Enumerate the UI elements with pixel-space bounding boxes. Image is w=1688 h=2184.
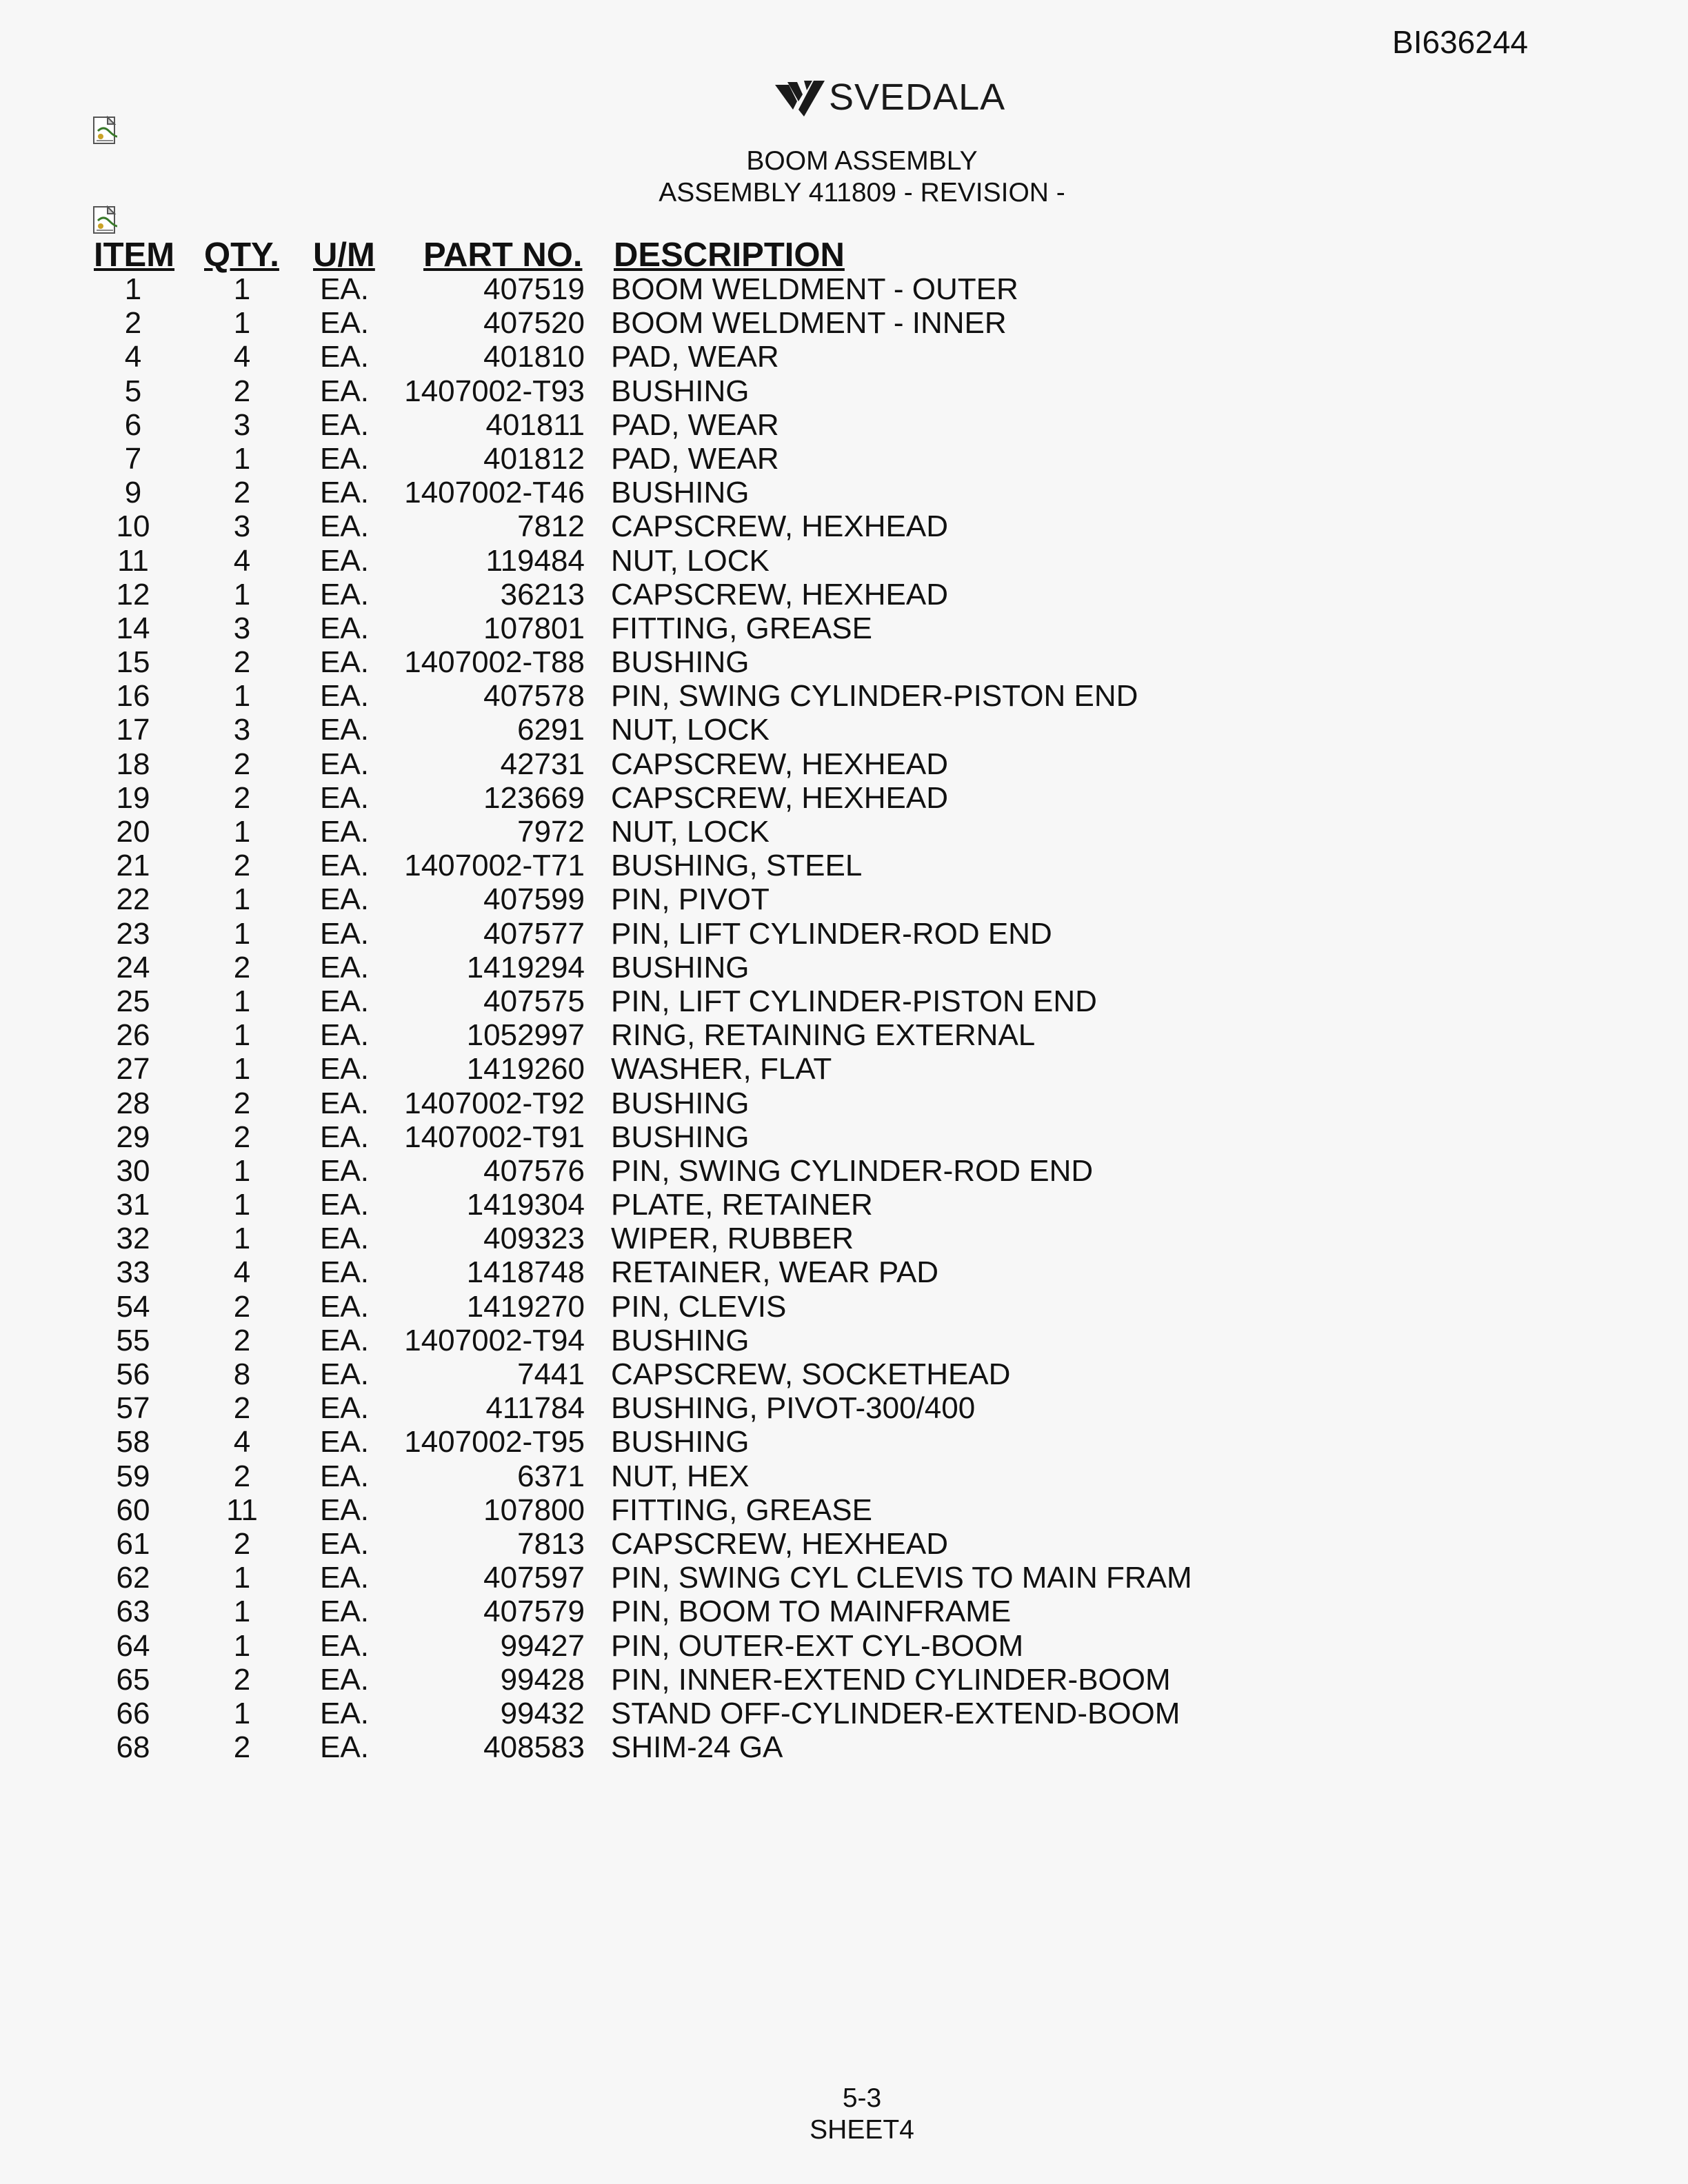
item-number: 10 <box>116 509 150 544</box>
part-description: PAD, WEAR <box>611 407 779 442</box>
quantity: 1 <box>233 882 251 917</box>
unit-of-measure: EA. <box>320 1086 369 1120</box>
unit-of-measure: EA. <box>320 407 369 442</box>
item-number: 1 <box>124 272 142 306</box>
table-row <box>0 1188 1688 1222</box>
part-description: FITTING, GREASE <box>611 611 872 645</box>
unit-of-measure: EA. <box>320 849 369 883</box>
table-row <box>0 747 1688 781</box>
part-number: 407575 <box>483 984 585 1018</box>
item-number: 63 <box>116 1595 150 1629</box>
table-row <box>0 1493 1688 1527</box>
table-row <box>0 1086 1688 1120</box>
unit-of-measure: EA. <box>320 1357 369 1391</box>
item-number: 60 <box>116 1493 150 1527</box>
part-description: BUSHING <box>611 1086 750 1120</box>
table-row <box>0 849 1688 882</box>
part-number: 407576 <box>483 1153 585 1188</box>
item-number: 18 <box>116 747 150 781</box>
table-row <box>0 882 1688 916</box>
part-description: SHIM-24 GA <box>611 1730 783 1765</box>
item-number: 23 <box>116 916 150 951</box>
table-row <box>0 578 1688 611</box>
part-description: BUSHING <box>611 950 750 984</box>
unit-of-measure: EA. <box>320 306 369 341</box>
part-description: BOOM WELDMENT - INNER <box>611 306 1007 341</box>
part-number: 1407002-T93 <box>404 374 585 408</box>
item-number: 55 <box>116 1323 150 1357</box>
part-description: RING, RETAINING EXTERNAL <box>611 1018 1036 1053</box>
table-row <box>0 1120 1688 1154</box>
part-number: 7813 <box>517 1526 585 1561</box>
unit-of-measure: EA. <box>320 1696 369 1730</box>
item-number: 15 <box>116 645 150 680</box>
unit-of-measure: EA. <box>320 984 369 1018</box>
part-description: PIN, BOOM TO MAINFRAME <box>611 1595 1012 1629</box>
quantity: 2 <box>233 1120 251 1154</box>
part-number: 1052997 <box>466 1018 585 1053</box>
unit-of-measure: EA. <box>320 441 369 476</box>
item-number: 4 <box>124 340 142 374</box>
part-number: 407519 <box>483 272 585 306</box>
part-number: 1419260 <box>466 1052 585 1086</box>
quantity: 2 <box>233 747 251 781</box>
quantity: 4 <box>233 340 251 374</box>
unit-of-measure: EA. <box>320 1628 369 1663</box>
part-description: PAD, WEAR <box>611 340 779 374</box>
unit-of-measure: EA. <box>320 476 369 510</box>
table-row <box>0 408 1688 442</box>
svedala-logo-mark-icon <box>774 78 826 117</box>
quantity: 1 <box>233 577 251 611</box>
quantity: 1 <box>233 272 251 306</box>
part-number: 107801 <box>483 611 585 645</box>
part-description: PIN, PIVOT <box>611 882 770 917</box>
quantity: 2 <box>233 476 251 510</box>
part-number: 1419270 <box>466 1289 585 1324</box>
table-row <box>0 1052 1688 1086</box>
part-description: BUSHING <box>611 1425 750 1459</box>
item-number: 56 <box>116 1357 150 1391</box>
table-row <box>0 306 1688 340</box>
item-number: 31 <box>116 1188 150 1222</box>
part-description: BUSHING, STEEL <box>611 849 863 883</box>
item-number: 9 <box>124 476 142 510</box>
part-number: 1419304 <box>466 1188 585 1222</box>
table-row <box>0 1730 1688 1764</box>
quantity: 2 <box>233 950 251 984</box>
assembly-revision: ASSEMBLY 411809 - REVISION - <box>659 178 1065 208</box>
quantity: 2 <box>233 1289 251 1324</box>
part-number: 1407002-T71 <box>404 849 585 883</box>
quantity: 1 <box>233 1052 251 1086</box>
table-row <box>0 1154 1688 1188</box>
item-number: 25 <box>116 984 150 1018</box>
part-number: 1407002-T92 <box>404 1086 585 1120</box>
quantity: 1 <box>233 1018 251 1053</box>
brand-name: SVEDALA <box>829 77 1006 118</box>
table-row <box>0 611 1688 645</box>
quantity: 1 <box>233 441 251 476</box>
item-number: 68 <box>116 1730 150 1765</box>
table-row <box>0 442 1688 476</box>
unit-of-measure: EA. <box>320 645 369 680</box>
part-description: PIN, CLEVIS <box>611 1289 787 1324</box>
part-description: CAPSCREW, HEXHEAD <box>611 577 948 611</box>
item-number: 5 <box>124 374 142 408</box>
table-row <box>0 1459 1688 1493</box>
table-row <box>0 713 1688 747</box>
unit-of-measure: EA. <box>320 1425 369 1459</box>
item-number: 22 <box>116 882 150 917</box>
item-number: 61 <box>116 1526 150 1561</box>
document-id: BI636244 <box>1392 24 1528 60</box>
item-number: 65 <box>116 1662 150 1697</box>
unit-of-measure: EA. <box>320 780 369 815</box>
unit-of-measure: EA. <box>320 1662 369 1697</box>
item-number: 20 <box>116 815 150 849</box>
table-row <box>0 1018 1688 1052</box>
table-row <box>0 645 1688 679</box>
column-header-um: U/M <box>313 236 375 274</box>
quantity: 2 <box>233 374 251 408</box>
unit-of-measure: EA. <box>320 950 369 984</box>
part-number: 119484 <box>485 543 585 578</box>
part-number: 107800 <box>483 1493 585 1527</box>
quantity: 2 <box>233 1086 251 1120</box>
unit-of-measure: EA. <box>320 1323 369 1357</box>
quantity: 2 <box>233 1662 251 1697</box>
quantity: 2 <box>233 1526 251 1561</box>
table-row <box>0 781 1688 815</box>
quantity: 1 <box>233 984 251 1018</box>
table-row <box>0 951 1688 984</box>
item-number: 17 <box>116 713 150 747</box>
table-row <box>0 984 1688 1018</box>
table-row <box>0 917 1688 951</box>
part-number: 7972 <box>517 815 585 849</box>
part-number: 401811 <box>485 407 585 442</box>
part-description: CAPSCREW, HEXHEAD <box>611 747 948 781</box>
parts-table <box>0 272 1688 1764</box>
part-description: BUSHING, PIVOT-300/400 <box>611 1391 976 1426</box>
unit-of-measure: EA. <box>320 882 369 917</box>
item-number: 54 <box>116 1289 150 1324</box>
unit-of-measure: EA. <box>320 679 369 714</box>
part-description: CAPSCREW, HEXHEAD <box>611 509 948 544</box>
unit-of-measure: EA. <box>320 1052 369 1086</box>
quantity: 3 <box>233 509 251 544</box>
quantity: 2 <box>233 1459 251 1493</box>
unit-of-measure: EA. <box>320 916 369 951</box>
embedded-file-icon[interactable] <box>92 205 120 236</box>
part-description: PAD, WEAR <box>611 441 779 476</box>
part-number: 409323 <box>483 1222 585 1256</box>
item-number: 26 <box>116 1018 150 1053</box>
unit-of-measure: EA. <box>320 1526 369 1561</box>
item-number: 27 <box>116 1052 150 1086</box>
column-header-qty: QTY. <box>204 236 279 274</box>
table-row <box>0 1391 1688 1425</box>
item-number: 58 <box>116 1425 150 1459</box>
item-number: 16 <box>116 679 150 714</box>
part-description: PLATE, RETAINER <box>611 1188 873 1222</box>
item-number: 6 <box>124 407 142 442</box>
part-number: 407599 <box>483 882 585 917</box>
unit-of-measure: EA. <box>320 1255 369 1290</box>
unit-of-measure: EA. <box>320 1459 369 1493</box>
part-number: 411784 <box>485 1391 585 1426</box>
part-number: 401810 <box>483 340 585 374</box>
unit-of-measure: EA. <box>320 577 369 611</box>
part-number: 123669 <box>483 780 585 815</box>
table-row <box>0 1357 1688 1391</box>
quantity: 2 <box>233 849 251 883</box>
item-number: 24 <box>116 950 150 984</box>
quantity: 3 <box>233 407 251 442</box>
part-description: NUT, HEX <box>611 1459 750 1493</box>
part-number: 407577 <box>483 916 585 951</box>
item-number: 32 <box>116 1222 150 1256</box>
item-number: 29 <box>116 1120 150 1154</box>
part-description: WASHER, FLAT <box>611 1052 832 1086</box>
table-row <box>0 272 1688 306</box>
unit-of-measure: EA. <box>320 611 369 645</box>
unit-of-measure: EA. <box>320 509 369 544</box>
part-number: 1407002-T94 <box>404 1323 585 1357</box>
part-number: 36213 <box>500 577 585 611</box>
quantity: 2 <box>233 1730 251 1765</box>
item-number: 19 <box>116 780 150 815</box>
part-description: WIPER, RUBBER <box>611 1222 854 1256</box>
table-row <box>0 1222 1688 1255</box>
column-header-description: DESCRIPTION <box>614 236 845 274</box>
part-number: 7812 <box>517 509 585 544</box>
unit-of-measure: EA. <box>320 543 369 578</box>
unit-of-measure: EA. <box>320 1153 369 1188</box>
part-description: PIN, LIFT CYLINDER-PISTON END <box>611 984 1097 1018</box>
quantity: 11 <box>226 1493 258 1527</box>
table-row <box>0 509 1688 543</box>
unit-of-measure: EA. <box>320 713 369 747</box>
part-number: 99427 <box>500 1628 585 1663</box>
column-header-item: ITEM <box>94 236 175 274</box>
part-number: 1407002-T95 <box>404 1425 585 1459</box>
unit-of-measure: EA. <box>320 1289 369 1324</box>
embedded-file-icon[interactable] <box>92 116 120 146</box>
part-description: BOOM WELDMENT - OUTER <box>611 272 1018 306</box>
item-number: 14 <box>116 611 150 645</box>
part-number: 407579 <box>483 1595 585 1629</box>
quantity: 1 <box>233 1188 251 1222</box>
unit-of-measure: EA. <box>320 272 369 306</box>
quantity: 1 <box>233 306 251 341</box>
part-number: 1407002-T46 <box>404 476 585 510</box>
item-number: 62 <box>116 1561 150 1595</box>
table-row <box>0 1561 1688 1595</box>
quantity: 2 <box>233 645 251 680</box>
part-number: 99428 <box>500 1662 585 1697</box>
part-description: NUT, LOCK <box>611 713 770 747</box>
unit-of-measure: EA. <box>320 1391 369 1426</box>
unit-of-measure: EA. <box>320 340 369 374</box>
quantity: 4 <box>233 1425 251 1459</box>
page-number: 5-3 <box>842 2083 882 2113</box>
part-number: 401812 <box>483 441 585 476</box>
part-number: 407520 <box>483 306 585 341</box>
item-number: 28 <box>116 1086 150 1120</box>
quantity: 3 <box>233 713 251 747</box>
table-row <box>0 1255 1688 1289</box>
quantity: 1 <box>233 1153 251 1188</box>
unit-of-measure: EA. <box>320 374 369 408</box>
table-row <box>0 1595 1688 1628</box>
part-number: 42731 <box>500 747 585 781</box>
part-description: RETAINER, WEAR PAD <box>611 1255 939 1290</box>
part-number: 1418748 <box>466 1255 585 1290</box>
item-number: 59 <box>116 1459 150 1493</box>
svedala-logo <box>774 74 1005 120</box>
part-description: BUSHING <box>611 374 750 408</box>
item-number: 12 <box>116 577 150 611</box>
item-number: 2 <box>124 306 142 341</box>
unit-of-measure: EA. <box>320 1188 369 1222</box>
item-number: 21 <box>116 849 150 883</box>
item-number: 66 <box>116 1696 150 1730</box>
part-number: 1419294 <box>466 950 585 984</box>
unit-of-measure: EA. <box>320 1222 369 1256</box>
table-row <box>0 1324 1688 1357</box>
table-row <box>0 815 1688 849</box>
table-row <box>0 1629 1688 1663</box>
part-number: 1407002-T91 <box>404 1120 585 1154</box>
item-number: 64 <box>116 1628 150 1663</box>
quantity: 1 <box>233 679 251 714</box>
part-description: PIN, SWING CYL CLEVIS TO MAIN FRAM <box>611 1561 1192 1595</box>
quantity: 2 <box>233 1391 251 1426</box>
unit-of-measure: EA. <box>320 815 369 849</box>
quantity: 1 <box>233 1561 251 1595</box>
part-description: PIN, INNER-EXTEND CYLINDER-BOOM <box>611 1662 1171 1697</box>
table-row <box>0 1527 1688 1561</box>
quantity: 2 <box>233 1323 251 1357</box>
table-row <box>0 1425 1688 1459</box>
part-description: BUSHING <box>611 476 750 510</box>
part-description: FITTING, GREASE <box>611 1493 872 1527</box>
item-number: 7 <box>124 441 142 476</box>
quantity: 1 <box>233 916 251 951</box>
part-description: NUT, LOCK <box>611 815 770 849</box>
part-description: BUSHING <box>611 1323 750 1357</box>
table-row <box>0 374 1688 408</box>
part-number: 99432 <box>500 1696 585 1730</box>
part-number: 7441 <box>517 1357 585 1391</box>
item-number: 57 <box>116 1391 150 1426</box>
quantity: 1 <box>233 1595 251 1629</box>
item-number: 11 <box>117 543 149 578</box>
part-description: STAND OFF-CYLINDER-EXTEND-BOOM <box>611 1696 1180 1730</box>
unit-of-measure: EA. <box>320 747 369 781</box>
part-description: BUSHING <box>611 645 750 680</box>
quantity: 1 <box>233 1222 251 1256</box>
part-number: 407597 <box>483 1561 585 1595</box>
part-number: 407578 <box>483 679 585 714</box>
part-description: CAPSCREW, HEXHEAD <box>611 1526 948 1561</box>
unit-of-measure: EA. <box>320 1595 369 1629</box>
quantity: 4 <box>233 543 251 578</box>
quantity: 4 <box>233 1255 251 1290</box>
table-row <box>0 1663 1688 1697</box>
sheet-label: SHEET4 <box>810 2115 914 2145</box>
quantity: 3 <box>233 611 251 645</box>
unit-of-measure: EA. <box>320 1120 369 1154</box>
table-row <box>0 476 1688 509</box>
part-description: CAPSCREW, HEXHEAD <box>611 780 948 815</box>
item-number: 33 <box>116 1255 150 1290</box>
unit-of-measure: EA. <box>320 1561 369 1595</box>
unit-of-measure: EA. <box>320 1730 369 1765</box>
quantity: 1 <box>233 1696 251 1730</box>
unit-of-measure: EA. <box>320 1493 369 1527</box>
table-row <box>0 1697 1688 1730</box>
table-row <box>0 544 1688 578</box>
part-number: 1407002-T88 <box>404 645 585 680</box>
quantity: 1 <box>233 1628 251 1663</box>
column-header-part-no: PART NO. <box>423 236 583 274</box>
quantity: 8 <box>233 1357 251 1391</box>
part-description: PIN, OUTER-EXT CYL-BOOM <box>611 1628 1024 1663</box>
part-description: NUT, LOCK <box>611 543 770 578</box>
part-number: 6371 <box>517 1459 585 1493</box>
assembly-title: BOOM ASSEMBLY <box>746 146 978 176</box>
part-description: PIN, LIFT CYLINDER-ROD END <box>611 916 1052 951</box>
part-number: 408583 <box>483 1730 585 1765</box>
table-row <box>0 340 1688 374</box>
part-number: 6291 <box>517 713 585 747</box>
part-description: CAPSCREW, SOCKETHEAD <box>611 1357 1011 1391</box>
unit-of-measure: EA. <box>320 1018 369 1053</box>
part-description: PIN, SWING CYLINDER-PISTON END <box>611 679 1138 714</box>
quantity: 2 <box>233 780 251 815</box>
item-number: 30 <box>116 1153 150 1188</box>
table-row <box>0 1290 1688 1324</box>
part-description: BUSHING <box>611 1120 750 1154</box>
table-row <box>0 679 1688 713</box>
part-description: PIN, SWING CYLINDER-ROD END <box>611 1153 1094 1188</box>
quantity: 1 <box>233 815 251 849</box>
